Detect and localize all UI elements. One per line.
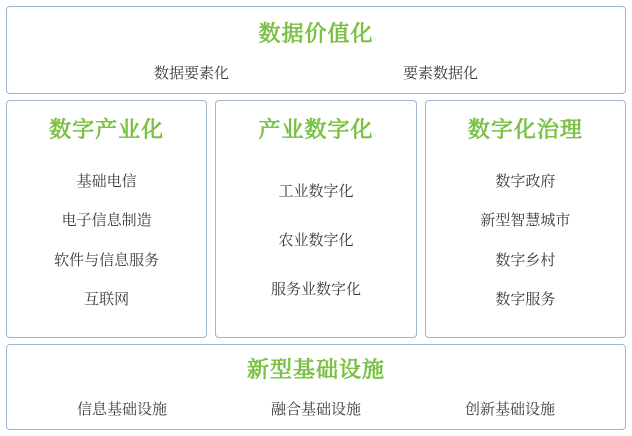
panel-new-infrastructure — [6, 344, 626, 430]
panel-digital-industrialization — [6, 100, 207, 338]
panel-title-data-valorization: 数据价值化 — [258, 21, 374, 46]
panel-item: 数字政府 — [495, 173, 556, 191]
panel-items-digital-industrialization — [13, 152, 200, 327]
panel-digital-governance — [425, 100, 626, 338]
panel-item: 融合基础设施 — [270, 401, 361, 418]
panel-item: 信息基础设施 — [76, 401, 167, 418]
panel-title-new-infrastructure: 新型基础设施 — [246, 357, 385, 382]
panel-item: 互联网 — [84, 290, 130, 308]
panel-items-data-valorization — [7, 62, 625, 83]
panel-data-valorization — [6, 6, 626, 94]
panel-title-digital-industrialization: 数字产业化 — [49, 117, 165, 142]
panel-title-industrial-digitalization: 产业数字化 — [258, 117, 374, 142]
panel-item: 创新基础设施 — [464, 401, 555, 418]
panel-items-new-infrastructure — [7, 398, 625, 419]
panel-item: 数字乡村 — [495, 251, 556, 269]
panel-item: 服务业数字化 — [270, 281, 361, 298]
panel-item: 基础电信 — [76, 173, 137, 191]
panel-item: 新型智慧城市 — [480, 212, 571, 230]
panel-item: 要素数据化 — [402, 65, 478, 82]
panel-item: 数据要素化 — [153, 65, 229, 82]
panel-industrial-digitalization — [215, 100, 416, 338]
panel-title-digital-governance: 数字化治理 — [467, 117, 583, 142]
panel-item: 农业数字化 — [278, 232, 354, 249]
panel-item: 工业数字化 — [278, 183, 354, 200]
panel-item: 数字服务 — [495, 290, 556, 308]
middle-band — [6, 100, 626, 338]
panel-item: 软件与信息服务 — [54, 251, 160, 269]
panel-items-industrial-digitalization — [222, 152, 409, 327]
panel-item: 电子信息制造 — [61, 212, 152, 230]
panel-items-digital-governance — [432, 152, 619, 327]
